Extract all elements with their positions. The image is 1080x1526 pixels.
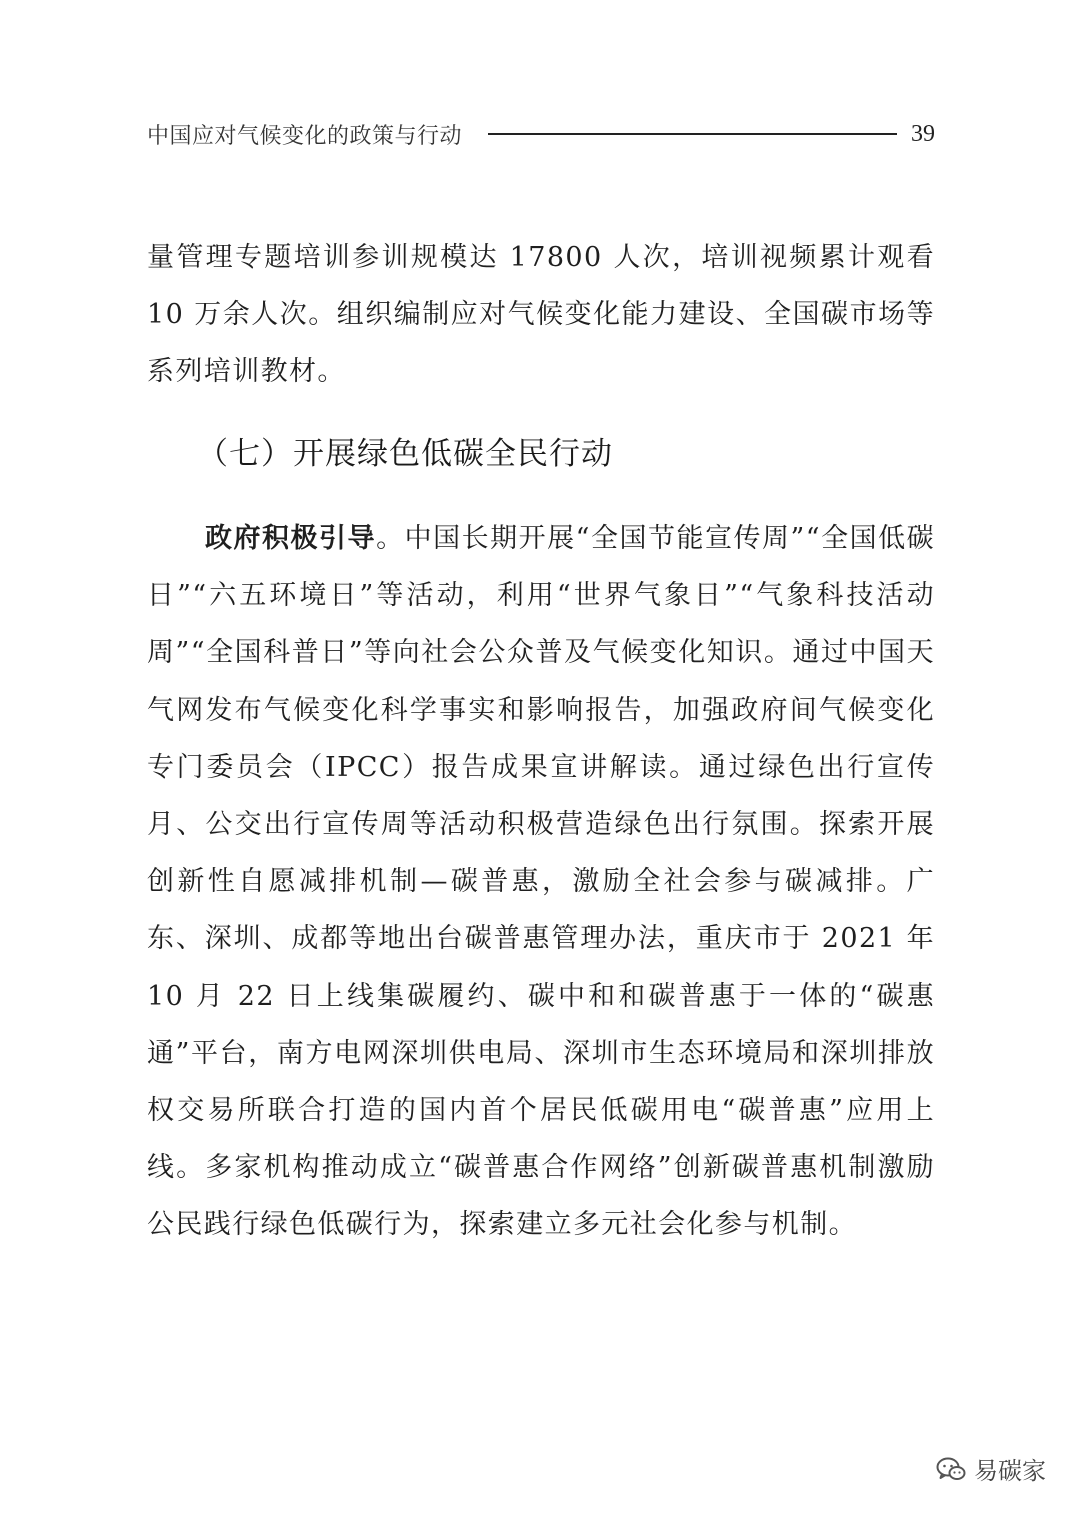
page-number: 39 bbox=[911, 120, 935, 147]
wechat-icon bbox=[936, 1456, 966, 1482]
continued-paragraph: 量管理专题培训参训规模达 17800 人次，培训视频累计观看 10 万余人次。组织编制应对气候变化能力建设、全国碳市场等系列培训教材。 bbox=[147, 242, 935, 388]
watermark bbox=[936, 1451, 1046, 1486]
section-heading: （七）开展绿色低碳全民行动 bbox=[197, 436, 613, 472]
lead-phrase: 政府积极引导 bbox=[205, 523, 377, 554]
paragraph-body: 。中国长期开展“全国节能宣传周”“全国低碳日”“六五环境日”等活动，利用“世界气象日”“气象科技活动周”“全国科普日”等向社会公众普及气候变化知识。通过中国天气网发布气候变化科学事实和影响报告，加强政府间气候变化专门委员会（IPCC）报告成果宣讲解读。通过绿色出行宣传月、公交出行宣传周等活动积极营造绿色出行氛围。探索开展创新性自愿减排机制—碳普惠，激励全社会参与碳减排。广东、深圳、成都等地出台碳普惠管理办法，重庆市于 2021 年 10 月 22 日上线集碳履约、碳中和和碳普惠于一体的“碳惠通”平台，南方电网深圳供电局、深圳市生态环境局和深圳排放权交易所联合打造的国内首个居民低碳用电“碳普惠”应用上线。多家机构推动成立“碳普惠合作网络”创新碳普惠机制激励公民践行绿色低碳行为，探索建立多元社会化参与机制。 bbox=[147, 523, 936, 1241]
header-rule bbox=[488, 133, 897, 135]
running-title: 中国应对气候变化的政策与行动 bbox=[147, 123, 463, 149]
watermark-text: 易碳家 bbox=[974, 1457, 1046, 1485]
running-header bbox=[147, 112, 935, 156]
main-paragraph bbox=[147, 510, 935, 1254]
